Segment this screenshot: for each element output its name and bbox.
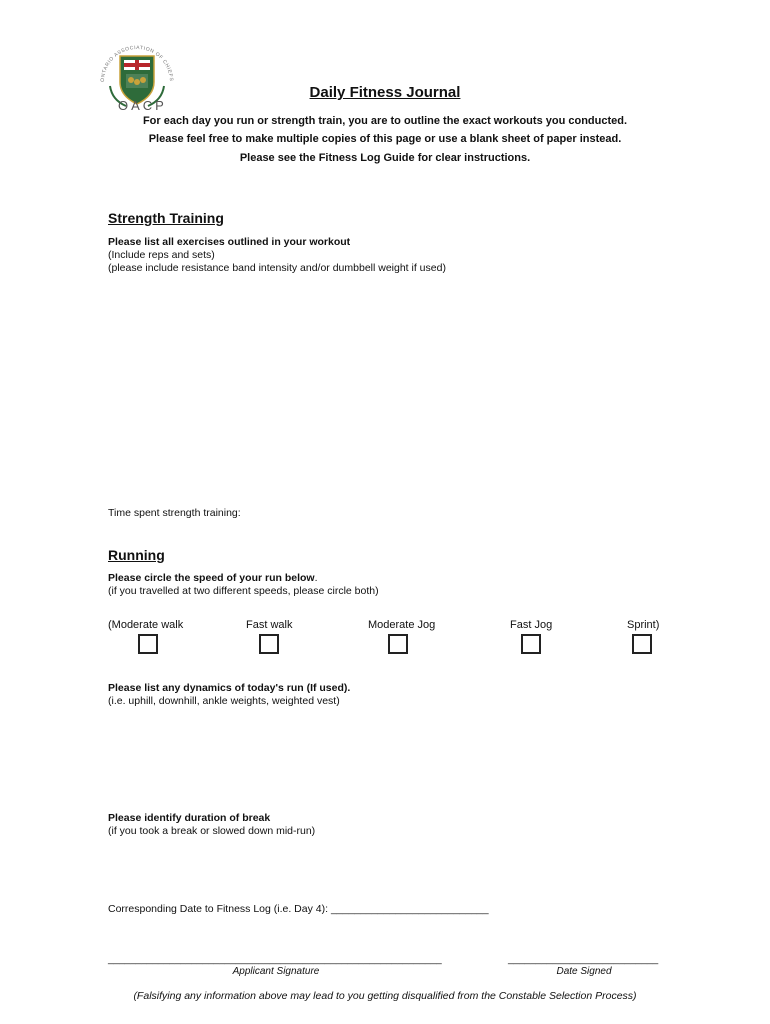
running-heading: Running	[108, 547, 165, 563]
logo-ring-text: ONTARIO ASSOCIATION OF CHIEFS	[99, 44, 175, 83]
signature-line[interactable]: ____________________________________________________________	[108, 954, 442, 965]
strength-instruction: Please list all exercises outlined in your workout	[108, 236, 351, 248]
page-title: Daily Fitness Journal	[309, 84, 461, 101]
intro-line-2: Please feel free to make multiple copies of this page or use a blank sheet of paper instead.	[148, 133, 622, 145]
date-signed-caption: Date Signed	[556, 966, 612, 977]
dynamics-note: (i.e. uphill, downhill, ankle weights, weighted vest)	[108, 695, 340, 707]
strength-heading: Strength Training	[108, 210, 224, 226]
logo-text: OACP	[118, 98, 167, 113]
strength-note-1: (Include reps and sets)	[108, 249, 215, 261]
break-note: (if you took a break or slowed down mid-run)	[108, 825, 316, 837]
checkbox-fast-walk[interactable]	[259, 634, 279, 654]
checkbox-moderate-walk[interactable]	[138, 634, 158, 654]
date-line[interactable]: Corresponding Date to Fitness Log (i.e. Day 4): ___________________________	[108, 903, 489, 915]
speed-option-sprint: Sprint)	[627, 619, 660, 631]
intro-line-1: For each day you run or strength train, you are to outline the exact workouts you conducted.	[142, 115, 628, 127]
strength-time-label: Time spent strength training:	[108, 507, 241, 519]
checkbox-fast-jog[interactable]	[521, 634, 541, 654]
footer-disclaimer: (Falsifying any information above may lead to you getting disqualified from the Constable Selection Process)	[133, 990, 637, 1002]
intro-line-3: Please see the Fitness Log Guide for clear instructions.	[239, 152, 531, 164]
speed-option-moderate-walk: (Moderate walk	[108, 619, 184, 631]
dynamics-area[interactable]	[108, 712, 668, 807]
running-instruction: Please circle the speed of your run below.	[108, 572, 318, 584]
break-area[interactable]	[108, 842, 668, 897]
checkbox-moderate-jog[interactable]	[388, 634, 408, 654]
date-signed-line[interactable]: ___________________________	[508, 954, 659, 965]
speed-option-moderate-jog: Moderate Jog	[368, 619, 436, 631]
break-label: Please identify duration of break	[108, 812, 271, 824]
speed-option-fast-jog: Fast Jog	[510, 619, 553, 631]
strength-workout-area[interactable]	[108, 280, 668, 495]
checkbox-sprint[interactable]	[632, 634, 652, 654]
strength-note-2: (please include resistance band intensity and/or dumbbell weight if used)	[108, 262, 446, 274]
dynamics-label: Please list any dynamics of today's run (If used).	[108, 682, 351, 694]
signature-caption: Applicant Signature	[232, 966, 320, 977]
speed-option-fast-walk: Fast walk	[246, 619, 293, 631]
running-note: (if you travelled at two different speeds, please circle both)	[108, 585, 379, 597]
